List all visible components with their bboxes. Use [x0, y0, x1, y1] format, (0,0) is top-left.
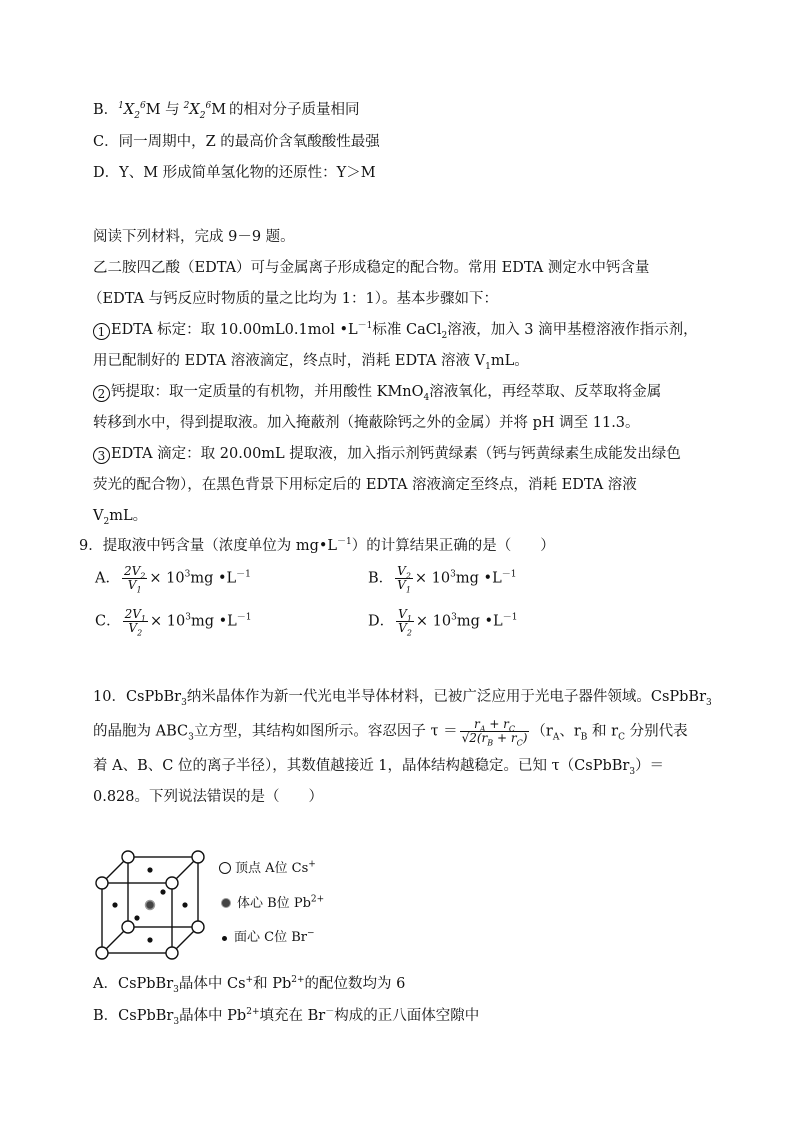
q9-stem: 9．提取液中钙含量（浓度单位为 $mg•L^{-1}$）的计算结果正确的是（ ）: [79, 537, 555, 554]
q9-C-fraction: $\frac{2V_1}{V_2}$: [124, 607, 147, 638]
tau-formula: $\frac{r_A + r_C}{√2(r_B + r_C)}$: [461, 717, 528, 748]
q9-D-fraction: $\frac{V_1}{V_2}$: [398, 607, 412, 638]
legend-body-center-icon: [221, 898, 231, 908]
legend-body-center: 体心 B位 $Pb^{2+}$: [221, 895, 324, 913]
step-1-cont: 用已配制好的 EDTA 溶液滴定，终点时，消耗 EDTA 溶液 $V_1mL$。: [93, 353, 529, 372]
q10-line-3: 着 A、B、C 位的离子半径），其数值越接近 1，晶体结构越稳定。已知 τ（CsPbBr$_3$）＝: [93, 758, 665, 777]
passage-intro: 阅读下列材料，完成 9－9 题。: [93, 229, 295, 245]
step-3-end: $V_2mL$。: [93, 508, 148, 527]
option-prev-C: C．同一周期中，Z 的最高价含氧酸酸性最强: [93, 134, 380, 150]
q9-B-fraction: $\frac{V_2}{V_1}$: [397, 564, 411, 595]
q10-line-1: 10．CsPbBr$_3$纳米晶体作为新一代光电半导体材料，已被广泛应用于光电子器件领域。CsPbBr$_3$: [93, 689, 712, 708]
option-prev-D: D．Y、M 形成简单氢化物的还原性：Y＞M: [93, 165, 376, 181]
step-2: 2 钙提取：取一定质量的有机物，并用酸性 KMnO$_4$溶液氧化，再经萃取、反萃取将金属: [93, 382, 661, 402]
isotope-1: $^1X_2^6$: [118, 101, 146, 121]
body-center-ion: [146, 901, 155, 910]
crystal-cell-diagram: [90, 845, 210, 965]
q9-option-C: C． $\frac{2V_1}{V_2}$ × $10^3mg$ $•L^{-1}$: [95, 607, 252, 638]
passage-p1: 乙二胺四乙酸（EDTA）可与金属离子形成稳定的配合物。常用 EDTA 测定水中钙含量: [93, 260, 650, 276]
step-3-cont: 荧光的配合物），在黑色背景下用标定后的 EDTA 溶液滴定至终点，消耗 EDTA 溶液: [93, 477, 637, 493]
q10-option-B: B．CsPbBr$_3$晶体中 $Pb^{2+}$填充在 Br－构成的正八面体空隙中: [93, 1007, 480, 1027]
step-2-cont: 转移到水中，得到提取液。加入掩蔽剂（掩蔽除钙之外的金属）并将 pH 调至 11.3。: [93, 415, 640, 431]
q9-option-B: B． $\frac{V_2}{V_1}$ × $10^3mg$ $•L^{-1}$: [368, 564, 517, 595]
legend-vertex: 顶点 A位 Cs+: [219, 860, 316, 878]
passage-p2: （EDTA 与钙反应时物质的量之比均为 1：1）。基本步骤如下：: [88, 291, 498, 307]
q9-option-A: A． $\frac{2V_2}{V_1}$ × $10^3mg$ $•L^{-1}$: [95, 564, 251, 595]
q10-line-4: 0.828。下列说法错误的是（ ）: [93, 789, 324, 805]
q10-line-2: 的晶胞为 $ABC_3$立方型，其结构如图所示。容忍因子 τ ＝ $\frac{r_A + r_C}{√2(r_B + r_C)}$ （$r_A$、$r_B$ 和 $r_C$ 分别代表: [93, 717, 688, 748]
isotope-2: $^2X_2^6$: [183, 101, 212, 121]
step-3: 3 EDTA 滴定：取 20.00mL 提取液，加入指示剂钙黄绿素（钙与钙黄绿素生成能发出绿色: [93, 444, 681, 464]
step-1-marker: 1: [93, 323, 110, 340]
step-1: 1 EDTA 标定：取 10.00mL0.1mol $•L^{-1}$标准 CaCl$_2$溶液，加入 3 滴甲基橙溶液作指示剂，: [93, 320, 698, 340]
legend-vertex-icon: [219, 862, 231, 874]
step-3-marker: 3: [93, 447, 110, 464]
q9-A-fraction: $\frac{2V_2}{V_1}$: [123, 564, 146, 595]
q9-option-D: D． $\frac{V_1}{V_2}$ × $10^3mg$ $•L^{-1}$: [368, 607, 518, 638]
legend-face-center-icon: [222, 936, 227, 941]
q10-option-A: A．CsPbBr$_3$晶体中 Cs+和 $Pb^{2+}$的配位数均为 6: [93, 975, 406, 995]
legend-face-center: 面心 C位 Br−: [221, 929, 315, 947]
option-prev-B: B．$^1X_2^6M$ 与 $^2X_2^6M$ 的相对分子质量相同: [93, 101, 360, 121]
step-2-marker: 2: [93, 385, 110, 402]
